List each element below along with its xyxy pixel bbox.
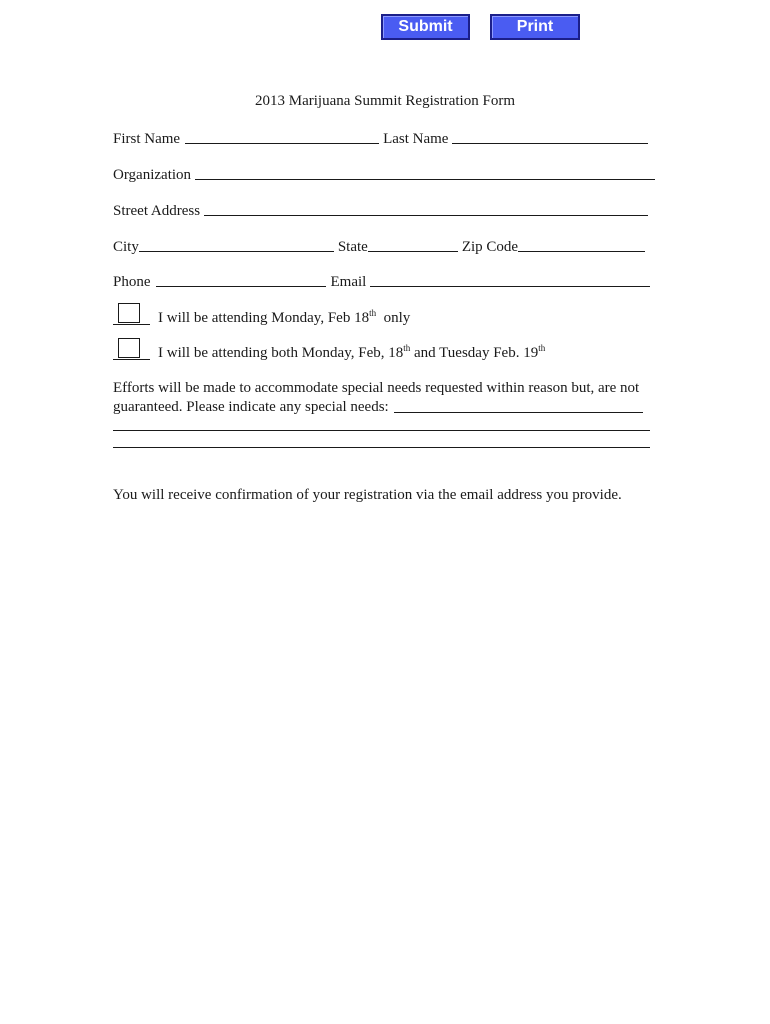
- city-field[interactable]: [139, 250, 334, 252]
- state-field[interactable]: [368, 250, 458, 252]
- form-title: 2013 Marijuana Summit Registration Form: [255, 93, 515, 109]
- attend-both-text: I will be attending both Monday, Feb, 18th and Tuesday Feb. 19th: [158, 343, 546, 361]
- name-row: [113, 128, 648, 148]
- city-state-zip-row: [113, 236, 645, 256]
- phone-email-row: [113, 271, 650, 291]
- zip-code-label: Zip Code: [461, 239, 519, 255]
- special-needs-line-2-row: [113, 398, 658, 417]
- special-needs-line-2: guaranteed. Please indicate any special needs:: [113, 399, 389, 415]
- zip-code-field[interactable]: [518, 250, 645, 252]
- attend-monday-row: [158, 307, 410, 327]
- attend-monday-checkbox[interactable]: [118, 303, 140, 323]
- phone-label: Phone: [113, 274, 151, 290]
- special-needs-field[interactable]: [394, 411, 643, 413]
- street-address-field[interactable]: [204, 214, 648, 216]
- print-button-label: Print: [516, 18, 554, 35]
- email-label: Email: [330, 274, 367, 290]
- special-needs-extra-line-1[interactable]: [113, 429, 650, 431]
- checkbox-underline: [113, 323, 150, 325]
- print-button[interactable]: [490, 14, 580, 40]
- phone-field[interactable]: [156, 285, 326, 287]
- last-name-field[interactable]: [452, 142, 648, 144]
- checkbox-underline: [113, 358, 150, 360]
- last-name-label: Last Name: [383, 131, 449, 147]
- confirmation-text: You will receive confirmation of your registration via the email address you provide.: [113, 487, 622, 503]
- attend-both-checkbox[interactable]: [118, 338, 140, 358]
- submit-button[interactable]: [381, 14, 470, 40]
- email-field[interactable]: [370, 285, 650, 287]
- organization-field[interactable]: [195, 178, 655, 180]
- city-label: City: [113, 239, 139, 255]
- street-address-label: Street Address: [113, 203, 201, 219]
- special-needs-paragraph: [113, 379, 658, 417]
- organization-row: [113, 164, 655, 184]
- attend-monday-text: I will be attending Monday, Feb 18th only: [158, 308, 411, 326]
- submit-button-label: Submit: [398, 18, 453, 35]
- attend-both-row: [158, 342, 545, 362]
- special-needs-line-1: Efforts will be made to accommodate special needs requested within reason but, are not: [113, 380, 640, 396]
- state-label: State: [337, 239, 368, 255]
- street-address-row: [113, 200, 648, 220]
- first-name-label: First Name: [113, 131, 181, 147]
- special-needs-extra-line-2[interactable]: [113, 446, 650, 448]
- first-name-field[interactable]: [185, 142, 379, 144]
- organization-label: Organization: [113, 167, 192, 183]
